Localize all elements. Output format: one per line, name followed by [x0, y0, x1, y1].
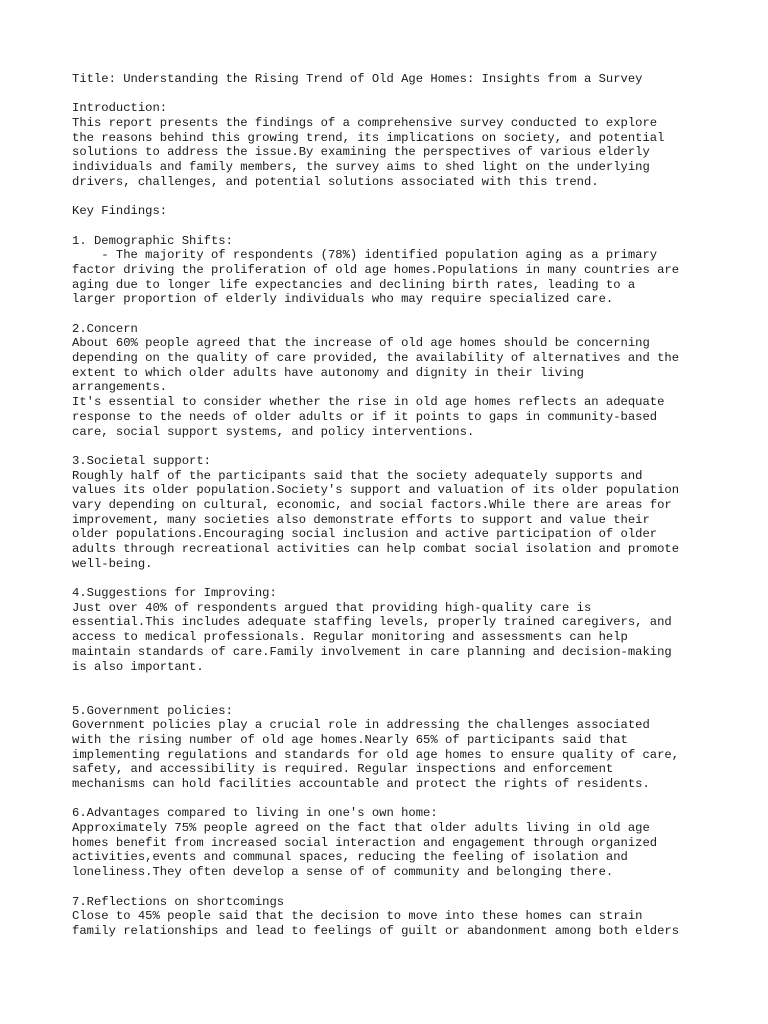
- text-line: vary depending on cultural, economic, and social factors.While there are areas for: [72, 497, 672, 512]
- text-line: 1. Demographic Shifts:: [72, 233, 233, 248]
- text-line: 7.Reflections on shortcomings: [72, 894, 285, 909]
- text-line: safety, and accessibility is required. Regular inspections and enforcement: [72, 762, 614, 777]
- text-line: mechanisms can hold facilities accountable and protect the rights of residents.: [72, 777, 650, 791]
- text-line: 6.Advantages compared to living in one's own home:: [72, 806, 438, 821]
- text-line: adults through recreational activities can help combat social isolation and promote: [72, 542, 680, 556]
- blank-line: [72, 792, 732, 807]
- text-line: access to medical professionals. Regular monitoring and assessments can help: [72, 630, 628, 645]
- text-line: drivers, challenges, and potential solutions associated with this trend.: [72, 174, 599, 189]
- text-line: 5.Government policies:: [72, 703, 233, 718]
- text-line: improvement, many societies also demonstrate efforts to support and value their: [72, 512, 650, 527]
- text-line: Just over 40% of respondents argued that providing high-quality care is: [72, 600, 592, 615]
- blank-line: [72, 689, 732, 704]
- text-line: Key Findings:: [72, 204, 168, 219]
- text-line: factor driving the proliferation of old age homes.Populations in many countries are: [72, 262, 680, 277]
- blank-line: [72, 219, 732, 234]
- text-line: activities,events and communal spaces, reducing the feeling of isolation and: [72, 850, 628, 865]
- text-line: is also important.: [72, 659, 204, 674]
- text-line: Close to 45% people said that the decision to move into these homes can strain: [72, 909, 643, 924]
- blank-line: [72, 190, 732, 205]
- text-line: care, social support systems, and policy interventions.: [72, 424, 475, 439]
- text-line: This report presents the findings of a comprehensive survey conducted to explore: [72, 116, 658, 131]
- blank-line: [72, 674, 732, 689]
- text-line: maintain standards of care.Family involvement in care planning and decision-making: [72, 644, 672, 659]
- blank-line: [72, 87, 732, 102]
- text-line: arrangements.: [72, 380, 168, 395]
- text-line: loneliness.They often develop a sense of of community and belonging there.: [72, 865, 614, 880]
- text-line: 4.Suggestions for Improving:: [72, 586, 277, 601]
- text-line: essential.This includes adequate staffing levels, properly trained caregivers, and: [72, 615, 672, 630]
- text-line: implementing regulations and standards for old age homes to ensure quality of care,: [72, 747, 680, 762]
- blank-line: [72, 439, 732, 454]
- text-line: Approximately 75% people agreed on the fact that older adults living in old age: [72, 821, 650, 836]
- text-line: 2.Concern: [72, 321, 138, 336]
- text-line: depending on the quality of care provided, the availability of alternatives and the: [72, 351, 680, 366]
- text-line: family relationships and lead to feelings of guilt or abandonment among both elders: [72, 923, 680, 938]
- text-line: older populations.Encouraging social inclusion and active participation of older: [72, 527, 658, 542]
- text-line: individuals and family members, the survey aims to shed light on the underlying: [72, 160, 650, 175]
- text-line: larger proportion of elderly individuals who may require specialized care.: [72, 292, 614, 307]
- text-line: Introduction:: [72, 101, 168, 116]
- text-line: Title: Understanding the Rising Trend of Old Age Homes: Insights from a Survey: [72, 72, 643, 86]
- document-body: [72, 72, 732, 939]
- blank-line: [72, 571, 732, 586]
- text-line: well-being.: [72, 556, 153, 571]
- text-line: the reasons behind this growing trend, its implications on society, and potential: [72, 130, 665, 145]
- text-line: Government policies play a crucial role in addressing the challenges associated: [72, 718, 650, 733]
- text-line: About 60% people agreed that the increase of old age homes should be concerning: [72, 336, 650, 351]
- text-line: solutions to address the issue.By examining the perspectives of various elderly: [72, 145, 650, 160]
- text-line: response to the needs of older adults or if it points to gaps in community-based: [72, 409, 658, 424]
- text-line: aging due to longer life expectancies and declining birth rates, leading to a: [72, 277, 636, 292]
- text-line: homes benefit from increased social interaction and engagement through organized: [72, 835, 658, 850]
- text-line: with the rising number of old age homes.Nearly 65% of participants said that: [72, 732, 628, 747]
- text-line: - The majority of respondents (78%) identified population aging as a primary: [72, 248, 658, 263]
- blank-line: [72, 880, 732, 895]
- text-line: 3.Societal support:: [72, 453, 211, 468]
- blank-line: [72, 307, 732, 322]
- text-line: values its older population.Society's support and valuation of its older population: [72, 483, 680, 498]
- text-line: It's essential to consider whether the rise in old age homes reflects an adequate: [72, 395, 665, 410]
- text-line: Roughly half of the participants said that the society adequately supports and: [72, 468, 643, 483]
- text-line: extent to which older adults have autonomy and dignity in their living: [72, 365, 584, 380]
